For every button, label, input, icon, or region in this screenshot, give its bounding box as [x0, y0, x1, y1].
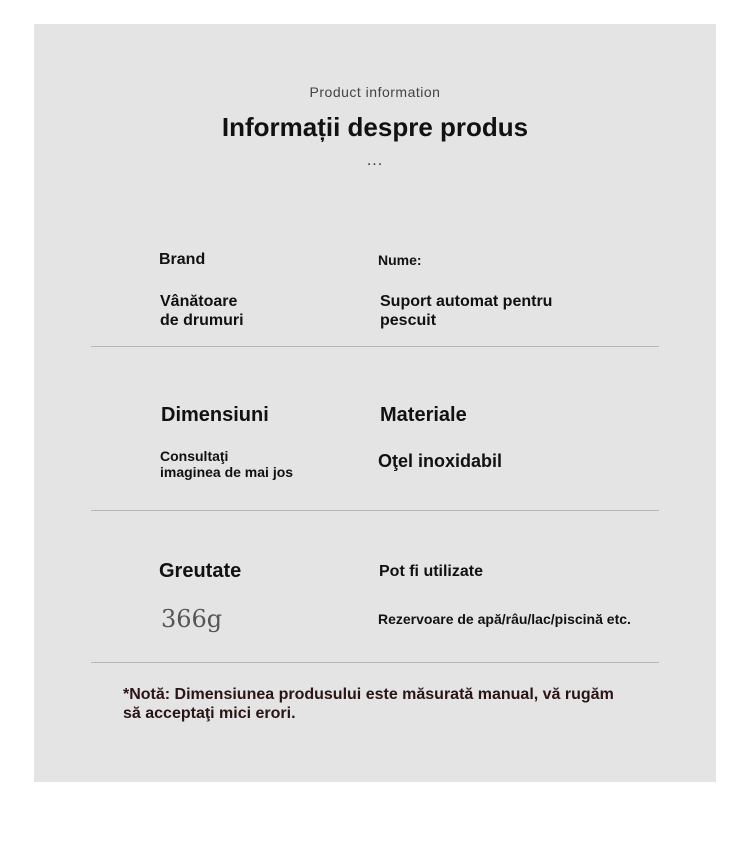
brand-value-line2: de drumuri	[160, 312, 244, 329]
weight-label: Greutate	[159, 560, 242, 582]
usage-label: Pot fi utilizate	[379, 563, 483, 580]
measurement-note	[123, 685, 643, 723]
page-title: Informații despre produs	[221, 112, 529, 142]
dimensions-value-line2: imaginea de mai jos	[160, 464, 294, 480]
note-line1: *Notă: Dimensiunea produsului este măsurată manual, vă rugăm	[123, 686, 614, 703]
section-subtitle: Product information	[309, 84, 441, 100]
name-value-line2: pescuit	[380, 312, 437, 329]
name-label: Nume:	[378, 252, 422, 268]
title-ellipsis: ...	[366, 152, 384, 169]
brand-label: Brand	[159, 251, 206, 268]
dimensions-value-line1: Consultaţi	[160, 448, 229, 464]
row-divider	[91, 346, 659, 347]
usage-value: Rezervoare de apă/râu/lac/piscină etc.	[378, 611, 631, 627]
materials-value: Oţel inoxidabil	[378, 451, 503, 471]
row-divider	[91, 510, 659, 511]
brand-value-line1: Vânătoare	[160, 293, 238, 310]
materials-label: Materiale	[380, 404, 467, 426]
dimensions-label: Dimensiuni	[161, 404, 269, 426]
weight-value: 366g	[161, 605, 223, 633]
note-line2: să acceptaţi mici erori.	[123, 705, 296, 722]
row-divider	[91, 662, 659, 663]
name-value-line1: Suport automat pentru	[380, 293, 553, 310]
